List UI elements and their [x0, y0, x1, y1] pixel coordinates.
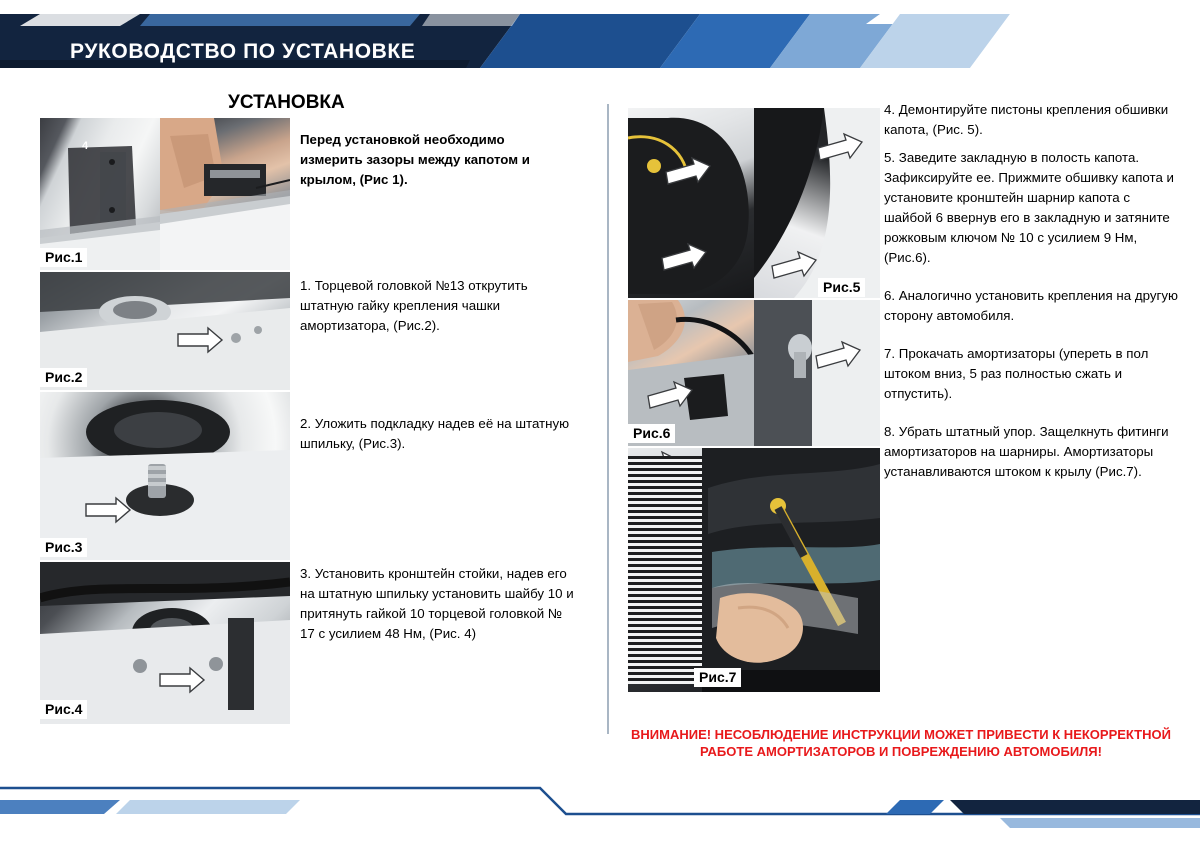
- step-1-text: 1. Торцевой головкой №13 открутить штатную гайку крепления чашки амортизатора, (Рис.2).: [300, 278, 528, 333]
- step-2-text: 2. Уложить подкладку надев её на штатную шпильку, (Рис.3).: [300, 416, 570, 451]
- figure-5-right-overlay: [754, 108, 880, 298]
- figure-7-caption: Рис.7: [694, 668, 741, 687]
- figure-6-caption: Рис.6: [628, 424, 675, 443]
- figure-1-right-overlay: [160, 118, 290, 270]
- figure-2-caption: Рис.2: [40, 368, 87, 387]
- figure-6-right-photo: [754, 300, 880, 446]
- footer-banner-graphic: [0, 770, 1200, 832]
- warning-text: ВНИМАНИЕ! НЕСОБЛЮДЕНИЕ ИНСТРУКЦИИ МОЖЕТ ПРИВЕСТИ К НЕКОРРЕКТНОЙ РАБОТЕ АМОРТИЗАТОРОВ И ПОВРЕЖДЕНИЮ АВТОМОБИЛЯ!: [631, 727, 1171, 759]
- page-title: РУКОВОДСТВО ПО УСТАНОВКЕ: [70, 40, 416, 63]
- step-7-text: 7. Прокачать амортизаторы (упереть в пол штоком вниз, 5 раз полностью сжать и отпустить).: [884, 346, 1149, 401]
- figure-3-caption: Рис.3: [40, 538, 87, 557]
- step-8-text: 8. Убрать штатный упор. Защелкнуть фитинги амортизаторов на шарниры. Амортизаторы устанавливаются штоком к крылу (Рис.7).: [884, 424, 1169, 479]
- step-6-text: 6. Аналогично установить крепления на другую сторону автомобиля.: [884, 288, 1178, 323]
- figure-1-right-photo: [160, 118, 290, 270]
- figure-5-caption: Рис.5: [818, 278, 865, 297]
- figure-3-photo: [40, 392, 290, 560]
- figure-7-edge-strip: [628, 456, 702, 684]
- figure-5-left-overlay: [628, 108, 754, 298]
- figure-3-overlay: [40, 392, 290, 560]
- figure-4-caption: Рис.4: [40, 700, 87, 719]
- figure-5-right-photo: [754, 108, 880, 298]
- intro-text: Перед установкой необходимо измерить зазоры между капотом и крылом, (Рис 1).: [300, 132, 530, 187]
- figure-5-left-photo: [628, 108, 754, 298]
- column-divider: [607, 104, 609, 734]
- page-footer: [0, 770, 1200, 832]
- step-4-text: 4. Демонтируйте пистоны крепления обшивки капота, (Рис. 5).: [884, 102, 1169, 137]
- figure-7-photo: [628, 448, 880, 692]
- figure-1-caption: Рис.1: [40, 248, 87, 267]
- step-5-text: 5. Заведите закладную в полость капота. Зафиксируйте ее. Прижмите обшивку капота и установите кронштейн шарнир капота с шайбой 6 ввернув его в закладную и затяните рожковым ключом № 10 с усилием 9 Нм, (Рис.6).: [884, 150, 1174, 265]
- section-title: УСТАНОВКА: [228, 92, 345, 113]
- figure-1-badge: 4: [82, 140, 89, 152]
- step-3-text: 3. Установить кронштейн стойки, надев его на штатную шпильку установить шайбу 10 и притянуть гайкой 10 торцевой головкой № 17 с усилием 48 Нм, (Рис. 4): [300, 566, 574, 641]
- figure-6-right-overlay: [754, 300, 880, 446]
- page-header: [0, 14, 1200, 68]
